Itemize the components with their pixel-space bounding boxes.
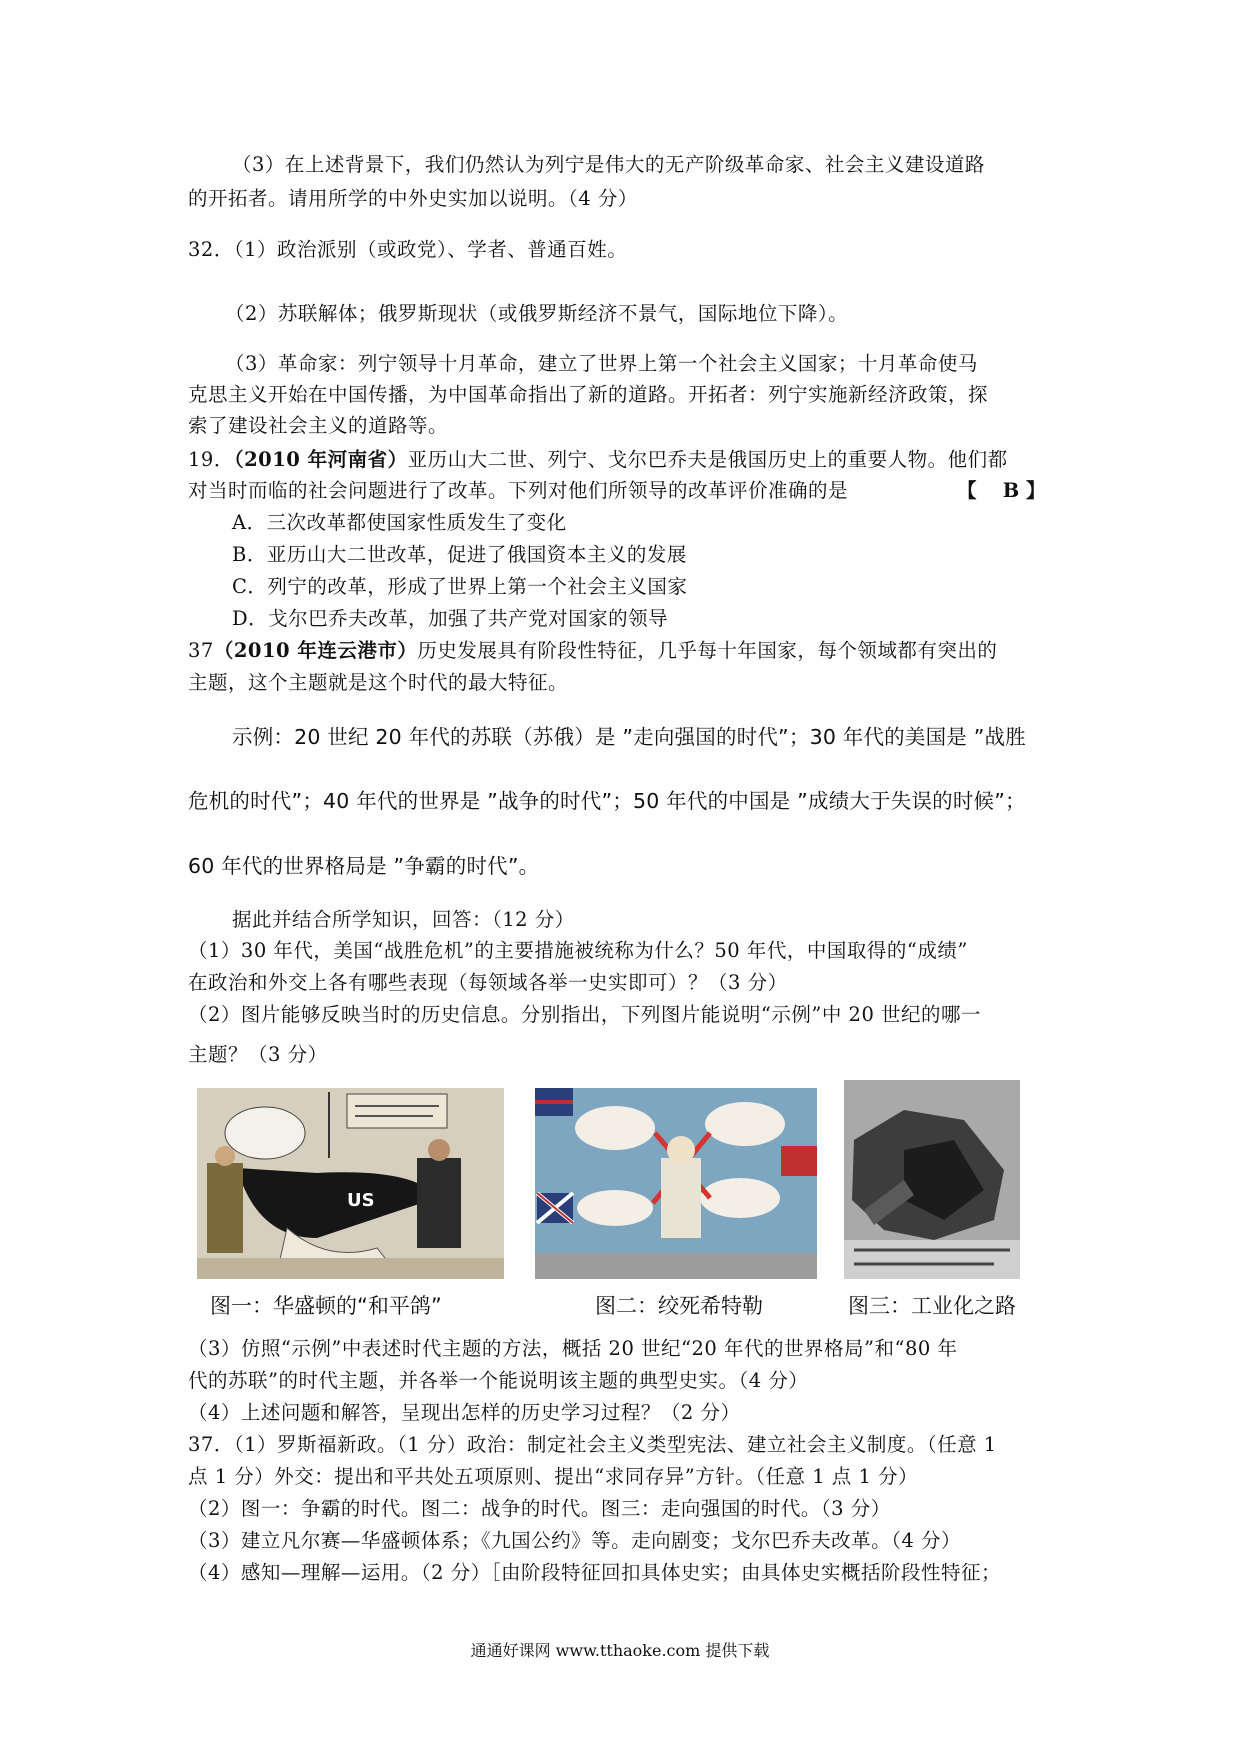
figure-1-caption: 图一：华盛顿的“和平鸽” xyxy=(210,1294,442,1318)
question-19-number: 19． xyxy=(188,448,234,471)
question-3-line-2: 的开拓者。请用所学的中外史实加以说明。（4 分） xyxy=(188,187,638,210)
sub-question-3-line-1: （3）仿照“示例”中表述时代主题的方法，概括 20 世纪“20 年代的世界格局”和“80 年 xyxy=(188,1337,958,1360)
sub-question-4: （4）上述问题和解答，呈现出怎样的历史学习过程？（2 分） xyxy=(188,1401,741,1424)
figure-3-industrialization-poster xyxy=(844,1080,1020,1279)
sub-question-2-line-1: （2）图片能够反映当时的历史信息。分别指出，下列图片能说明“示例”中 20 世纪的哪一 xyxy=(188,1003,982,1026)
question-19-text-1: 亚历山大二世、列宁、戈尔巴乔夫是俄国历史上的重要人物。他们都 xyxy=(407,448,1008,471)
example-line-2: 危机的时代”；40 年代的世界是 ”战争的时代”；50 年代的中国是 ”成绩大于失误的时候”； xyxy=(188,789,1026,813)
figure-2-caption: 图二：绞死希特勒 xyxy=(595,1294,763,1318)
answer-37-part-1-line-2: 点 1 分）外交：提出和平共处五项原则、提出“求同存异”方针。（任意 1 点 1 分） xyxy=(188,1465,919,1488)
question-37-line-1 xyxy=(188,638,997,664)
sub-question-2-line-2: 主题？（3 分） xyxy=(188,1043,328,1066)
answer-37-part-1-line-1: 37．（1）罗斯福新政。（1 分）政治：制定社会主义类型宪法、建立社会主义制度。（任意 1 xyxy=(188,1433,997,1456)
sub-question-1-line-2: 在政治和外交上各有哪些表现（每领域各举一史实即可）？（3 分） xyxy=(188,971,788,994)
answer-32-part-2: （2）苏联解体；俄罗斯现状（或俄罗斯经济不景气，国际地位下降）。 xyxy=(225,302,849,325)
question-37-number: 37 xyxy=(188,639,214,662)
figure-1-washington-dove-poster xyxy=(197,1088,504,1279)
option-d: D．戈尔巴乔夫改革，加强了共产党对国家的领导 xyxy=(232,607,669,630)
figure-2-hang-hitler-poster xyxy=(535,1088,817,1279)
question-19-answer: 【 B 】 xyxy=(957,479,1046,502)
answer-37-part-4: （4）感知—理解—运用。（2 分）［由阶段特征回扣具体史实；由具体史实概括阶段性特征； xyxy=(188,1561,1002,1584)
question-19-source: （2010 年河南省） xyxy=(233,448,408,471)
question-37-text-2: 主题，这个主题就是这个时代的最大特征。 xyxy=(188,671,569,694)
option-b: B．亚历山大二世改革，促进了俄国资本主义的发展 xyxy=(232,543,687,566)
poster-us-label: US xyxy=(347,1190,375,1211)
option-c: C．列宁的改革，形成了世界上第一个社会主义国家 xyxy=(232,575,688,598)
question-3-line-1: （3）在上述背景下，我们仍然认为列宁是伟大的无产阶级革命家、社会主义建设道路 xyxy=(232,153,985,176)
option-a: A．三次改革都使国家性质发生了变化 xyxy=(232,511,567,534)
question-19-text-2: 对当时而临的社会问题进行了改革。下列对他们所领导的改革评价准确的是 xyxy=(188,479,849,502)
answer-32-part-3-line-1: （3）革命家：列宁领导十月革命，建立了世界上第一个社会主义国家；十月革命使马 xyxy=(225,352,978,375)
sub-question-1-line-1: （1）30 年代，美国“战胜危机”的主要措施被统称为什么？50 年代，中国取得的“成绩” xyxy=(188,939,968,962)
figure-3-caption: 图三：工业化之路 xyxy=(848,1294,1016,1318)
question-37-source: （2010 年连云港市） xyxy=(213,639,418,662)
answer-32-part-3-line-3: 索了建设社会主义的道路等。 xyxy=(188,414,449,437)
question-19-line-1 xyxy=(188,447,1008,473)
page-footer: 通通好课网 www.tthaoke.com 提供下载 xyxy=(470,1641,770,1660)
sub-question-3-line-2: 代的苏联”的时代主题，并各举一个能说明该主题的典型史实。（4 分） xyxy=(188,1369,809,1392)
question-37-text-1: 历史发展具有阶段性特征，几乎每十年国家，每个领域都有突出的 xyxy=(417,639,998,662)
answer-prompt: 据此并结合所学知识，回答：（12 分） xyxy=(232,908,575,931)
answer-32-part-1: 32．（1）政治派别（或政党）、学者、普通百姓。 xyxy=(188,238,628,261)
answer-37-part-2: （2）图一：争霸的时代。图二：战争的时代。图三：走向强国的时代。（3 分） xyxy=(188,1497,891,1520)
answer-32-part-3-line-2: 克思主义开始在中国传播，为中国革命指出了新的道路。开拓者：列宁实施新经济政策，探 xyxy=(188,383,989,406)
example-line-1: 示例：20 世纪 20 年代的苏联（苏俄）是 ”走向强国的时代”；30 年代的美国是 ”战胜 xyxy=(232,725,1026,749)
answer-37-part-3: （3）建立凡尔赛—华盛顿体系；《九国公约》等。走向剧变；戈尔巴乔夫改革。（4 分） xyxy=(188,1529,962,1552)
example-line-3: 60 年代的世界格局是 ”争霸的时代”。 xyxy=(188,854,540,878)
